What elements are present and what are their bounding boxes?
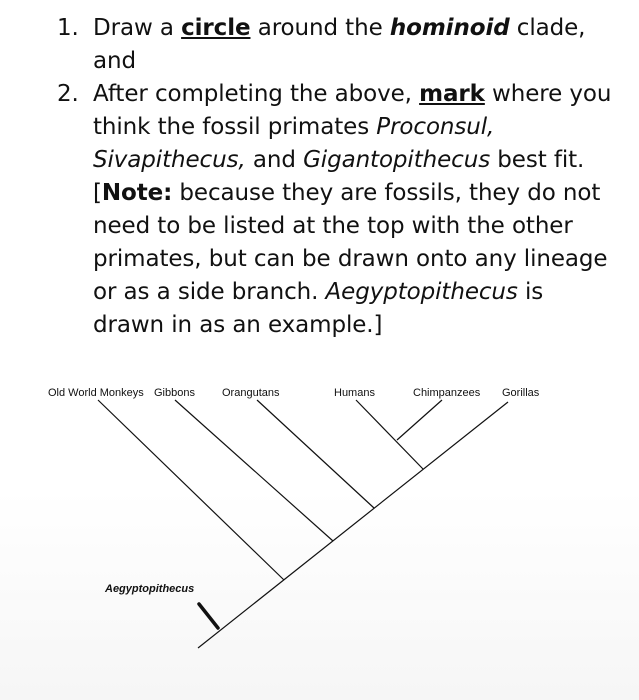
taxon-label-old-world-monkeys: Old World Monkeys bbox=[48, 387, 144, 399]
instruction-1-text-2: around the bbox=[250, 15, 390, 41]
branch-humans bbox=[356, 400, 423, 469]
instruction-1-text: Draw a bbox=[93, 15, 182, 41]
taxon-label-gibbons: Gibbons bbox=[154, 387, 195, 399]
keyword-mark: mark bbox=[419, 81, 485, 107]
note-label: Note: bbox=[101, 180, 173, 206]
instruction-2-number: 2. bbox=[57, 81, 79, 107]
keyword-circle: circle bbox=[181, 15, 251, 41]
fossil-label-aegyptopithecus: Aegyptopithecus bbox=[105, 583, 195, 595]
instruction-2-text: After completing the above, bbox=[93, 81, 420, 107]
instruction-1-number: 1. bbox=[57, 15, 79, 41]
branch-chimpanzees bbox=[397, 400, 442, 440]
taxon-label-gorillas: Gorillas bbox=[502, 387, 540, 399]
tree-trunk bbox=[198, 402, 508, 648]
term-hominoid: hominoid bbox=[389, 15, 510, 41]
phylogenetic-tree bbox=[0, 370, 639, 670]
branch-old-world-monkeys bbox=[98, 400, 284, 580]
taxon-label-humans: Humans bbox=[334, 387, 375, 399]
instruction-2-text-4: best fit. [ bbox=[93, 147, 585, 206]
fossil-names-2: Gigantopithecus bbox=[303, 147, 491, 173]
instruction-2-text-5: because they are fossils, they do not need to be listed at the top with the other primates, but can be drawn onto any lineage or as a side branch. bbox=[93, 180, 608, 305]
fossil-mark-aegyptopithecus bbox=[199, 604, 218, 628]
instructions bbox=[57, 12, 617, 342]
fossil-names-1: Proconsul, Sivapithecus, bbox=[93, 114, 495, 173]
instruction-2 bbox=[57, 78, 617, 342]
instruction-2-text-2: where you think the fossil primates bbox=[93, 81, 612, 140]
example-fossil-name: Aegyptopithecus bbox=[325, 279, 518, 305]
instruction-2-text-3: and bbox=[245, 147, 304, 173]
taxon-label-orangutans: Orangutans bbox=[222, 387, 280, 399]
instruction-2-text-6: is drawn in as an example.] bbox=[93, 279, 544, 338]
branch-orangutans bbox=[257, 400, 374, 508]
taxon-label-chimpanzees: Chimpanzees bbox=[413, 387, 481, 399]
instruction-1 bbox=[57, 12, 617, 78]
branch-gibbons bbox=[175, 400, 333, 541]
instruction-1-text-3: clade, and bbox=[93, 15, 586, 74]
